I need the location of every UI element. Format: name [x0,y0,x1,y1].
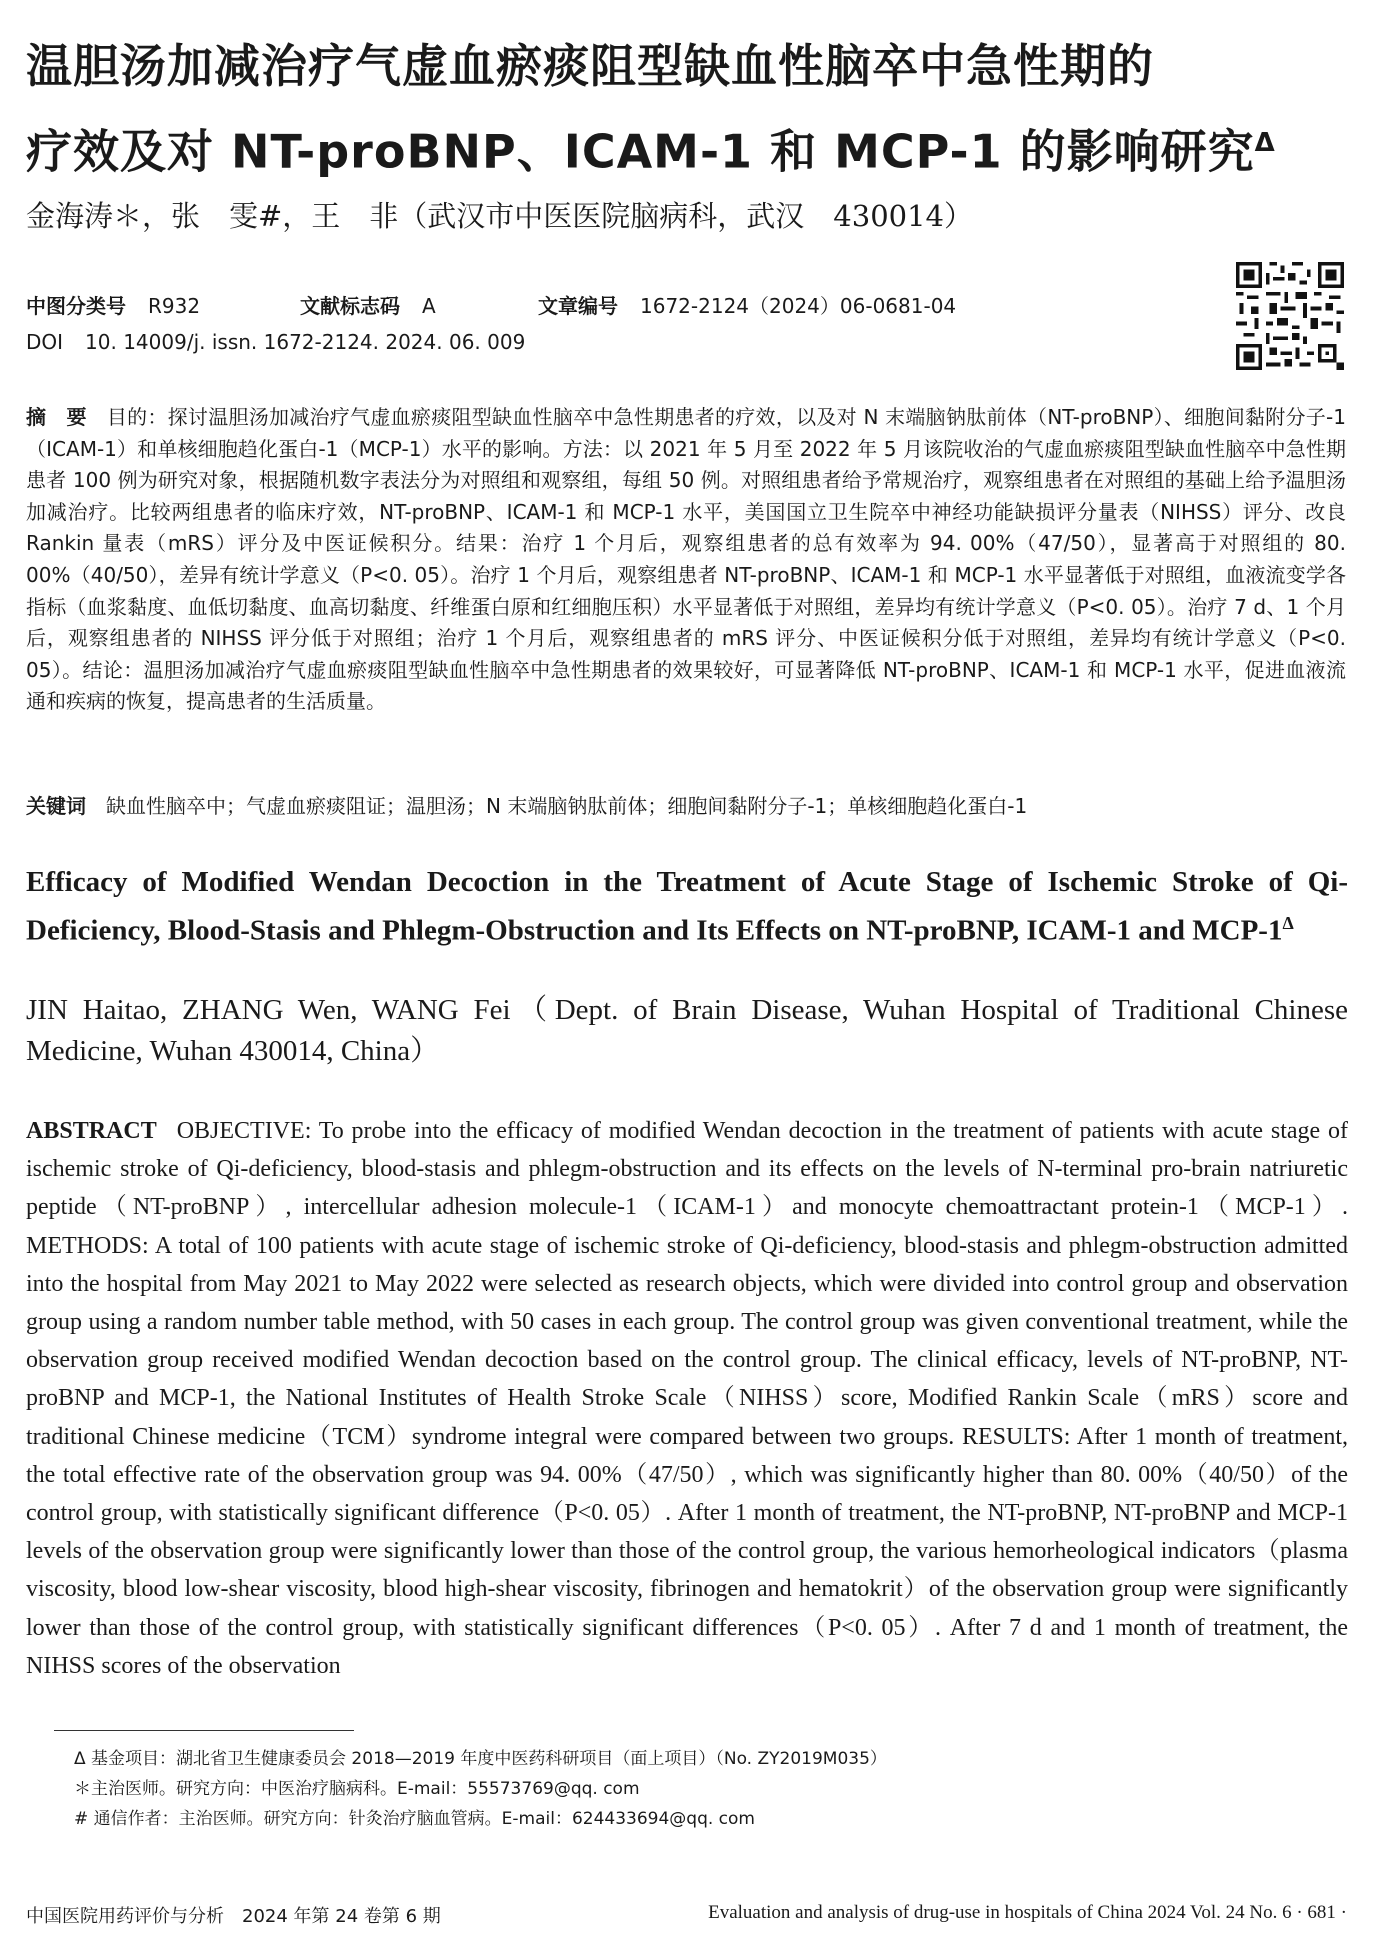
article-number [538,292,956,320]
chinese-keywords-text: 缺血性脑卒中；气虚血瘀痰阻证；温胆汤；N 末端脑钠肽前体；细胞间黏附分子-1；单核细胞趋化蛋白-1 [106,794,1028,818]
article-number-value: 1672-2124（2024）06-0681-04 [640,294,957,318]
english-title [26,862,1348,952]
english-authors: JIN Haitao, ZHANG Wen, WANG Fei（Dept. of Brain Disease, Wuhan Hospital of Traditional Chinese Medicine, Wuhan 430014, China） [26,994,1348,1067]
english-abstract-label: ABSTRACT [26,1118,157,1144]
chinese-abstract-text: 目的：探讨温胆汤加减治疗气虚血瘀痰阻型缺血性脑卒中急性期患者的疗效，以及对 N 末端脑钠肽前体（NT-proBNP）、细胞间黏附分子-1（ICAM-1）和单核细胞趋化蛋白-1（MCP-1）水平的影响。方法：以 2021 年 5 月至 2022 年 5 月该院收治的气虚血瘀痰阻型缺血性脑卒中急性期患者 100 例为研究对象，根据随机数字表法分为对照组和观察组，每组 50 例。对照组患者给予常规治疗，观察组患者在对照组的基础上给予温胆汤加减治疗。比较两组患者的临床疗效，NT-proBNP、ICAM-1 和 MCP-1 水平，美国国立卫生院卒中神经功能缺损评分量表（NIHSS）评分、改良 Rankin 量表（mRS）评分及中医证候积分。结果：治疗 1 个月后，观察组患者的总有效率为 94. 00%（47/50），显著高于对照组的 80. 00%（40/50），差异有统计学意义（P<0. 05）。治疗 1 个月后，观察组患者 NT-proBNP、ICAM-1 和 MCP-1 水平显著低于对照组，血液流变学各指标（血浆黏度、血低切黏度、血高切黏度、纤维蛋白原和红细胞压积）水平显著低于对照组，差异均有统计学意义（P<0. 05）。治疗 7 d、1 个月后，观察组患者的 NIHSS 评分低于对照组；治疗 1 个月后，观察组患者的 mRS 评分、中医证候积分低于对照组，差异均有统计学意义（P<0. 05）。结论：温胆汤加减治疗气虚血瘀痰阻型缺血性脑卒中急性期患者的效果较好，可显著降低 NT-proBNP、ICAM-1 和 MCP-1 水平，促进血液流通和疾病的恢复，提高患者的生活质量。 [26,405,1347,714]
doc-code-value: A [422,294,436,318]
chinese-abstract [26,402,1346,718]
footnote-corresponding-author: # 通信作者：主治医师。研究方向：针灸治疗脑血管病。E-mail：624433694@qq. com [74,1809,755,1829]
clc-label: 中图分类号 [26,294,126,318]
clc-value: R932 [148,294,201,318]
chinese-title-line-2 [26,105,1346,190]
meta-row-1 [26,292,200,320]
footnote-first-author: ＊主治医师。研究方向：中医治疗脑病科。E-mail：55573769@qq. com [74,1779,640,1799]
footnote-divider [54,1730,354,1731]
article-number-label: 文章编号 [538,294,618,318]
chinese-authors: 金海涛＊，张 雯#，王 非（武汉市中医医院脑病科，武汉 430014） [26,199,974,233]
english-title-text: Efficacy of Modified Wendan Decoction in the Treatment of Acute Stage of Ischemic Stroke of Qi-Deficiency, Blood-Stasis and Phlegm-Obstruction and Its Effects on NT-proBNP, ICAM-1 and MCP-1 [26,866,1348,947]
chinese-keywords [26,790,1346,822]
chinese-title [26,28,1346,190]
chinese-title-line-1: 温胆汤加减治疗气虚血瘀痰阻型缺血性脑卒中急性期的 [26,39,1154,93]
footer-journal-en: Evaluation and analysis of drug-use in hospitals of China 2024 Vol. 24 No. 6 · 681 · [708,1902,1347,1923]
english-abstract-text: OBJECTIVE: To probe into the efficacy of modified Wendan decoction in the treatment of patients with acute stage of ischemic stroke of Qi-deficiency, blood-stasis and phlegm-obstruction and its effects on the levels of N-terminal pro-brain natriuretic peptide（NT-proBNP）, intercellular adhesion molecule-1（ICAM-1）and monocyte chemoattractant protein-1（MCP-1）. METHODS: A total of 100 patients with acute stage of ischemic stroke of Qi-deficiency, blood-stasis and phlegm-obstruction admitted into the hospital from May 2021 to May 2022 were selected as research objects, which were divided into control group and observation group using a random number table method, with 50 cases in each group. The control group was given conventional treatment, while the observation group received modified Wendan decoction based on the control group. The clinical efficacy, levels of NT-proBNP, NT-proBNP and MCP-1, the National Institutes of Health Stroke Scale（NIHSS）score, Modified Rankin Scale（mRS）score and traditional Chinese medicine（TCM）syndrome integral were compared between two groups. RESULTS: After 1 month of treatment, the total effective rate of the observation group was 94. 00%（47/50）, which was significantly higher than 80. 00%（40/50）of the control group, with statistically significant difference（P<0. 05）. After 1 month of treatment, the NT-proBNP, NT-proBNP and MCP-1 levels of the observation group were significantly lower than those of the control group, the various hemorheological indicators（plasma viscosity, blood low-shear viscosity, blood high-shear viscosity, fibrinogen and hematokrit）of the observation group were significantly lower than those of the control group, with statistically significant differences（P<0. 05）. After 7 d and 1 month of treatment, the NIHSS scores of the observation [26,1118,1348,1679]
chinese-title-fund-mark: Δ [1254,128,1276,158]
chinese-keywords-label: 关键词 [26,794,86,818]
doi-label: DOI [26,330,64,354]
qr-code-icon [1236,262,1344,370]
doi-row [26,328,525,356]
chinese-abstract-label: 摘 要 [26,405,87,429]
doc-code-label: 文献标志码 [300,294,400,318]
english-abstract [26,1112,1348,1685]
doc-code [300,292,436,320]
chinese-title-line-2-text: 疗效及对 NT-proBNP、ICAM-1 和 MCP-1 的影响研究 [26,124,1255,179]
doi-value: 10. 14009/j. issn. 1672-2124. 2024. 06. 009 [85,330,526,354]
footnotes [74,1744,1324,1834]
footnote-fund: Δ 基金项目：湖北省卫生健康委员会 2018—2019 年度中医药科研项目（面上项目）（No. ZY2019M035） [74,1749,887,1769]
english-title-fund-mark: Δ [1282,913,1294,933]
footer-journal-cn: 中国医院用药评价与分析 2024 年第 24 卷第 6 期 [26,1906,441,1927]
